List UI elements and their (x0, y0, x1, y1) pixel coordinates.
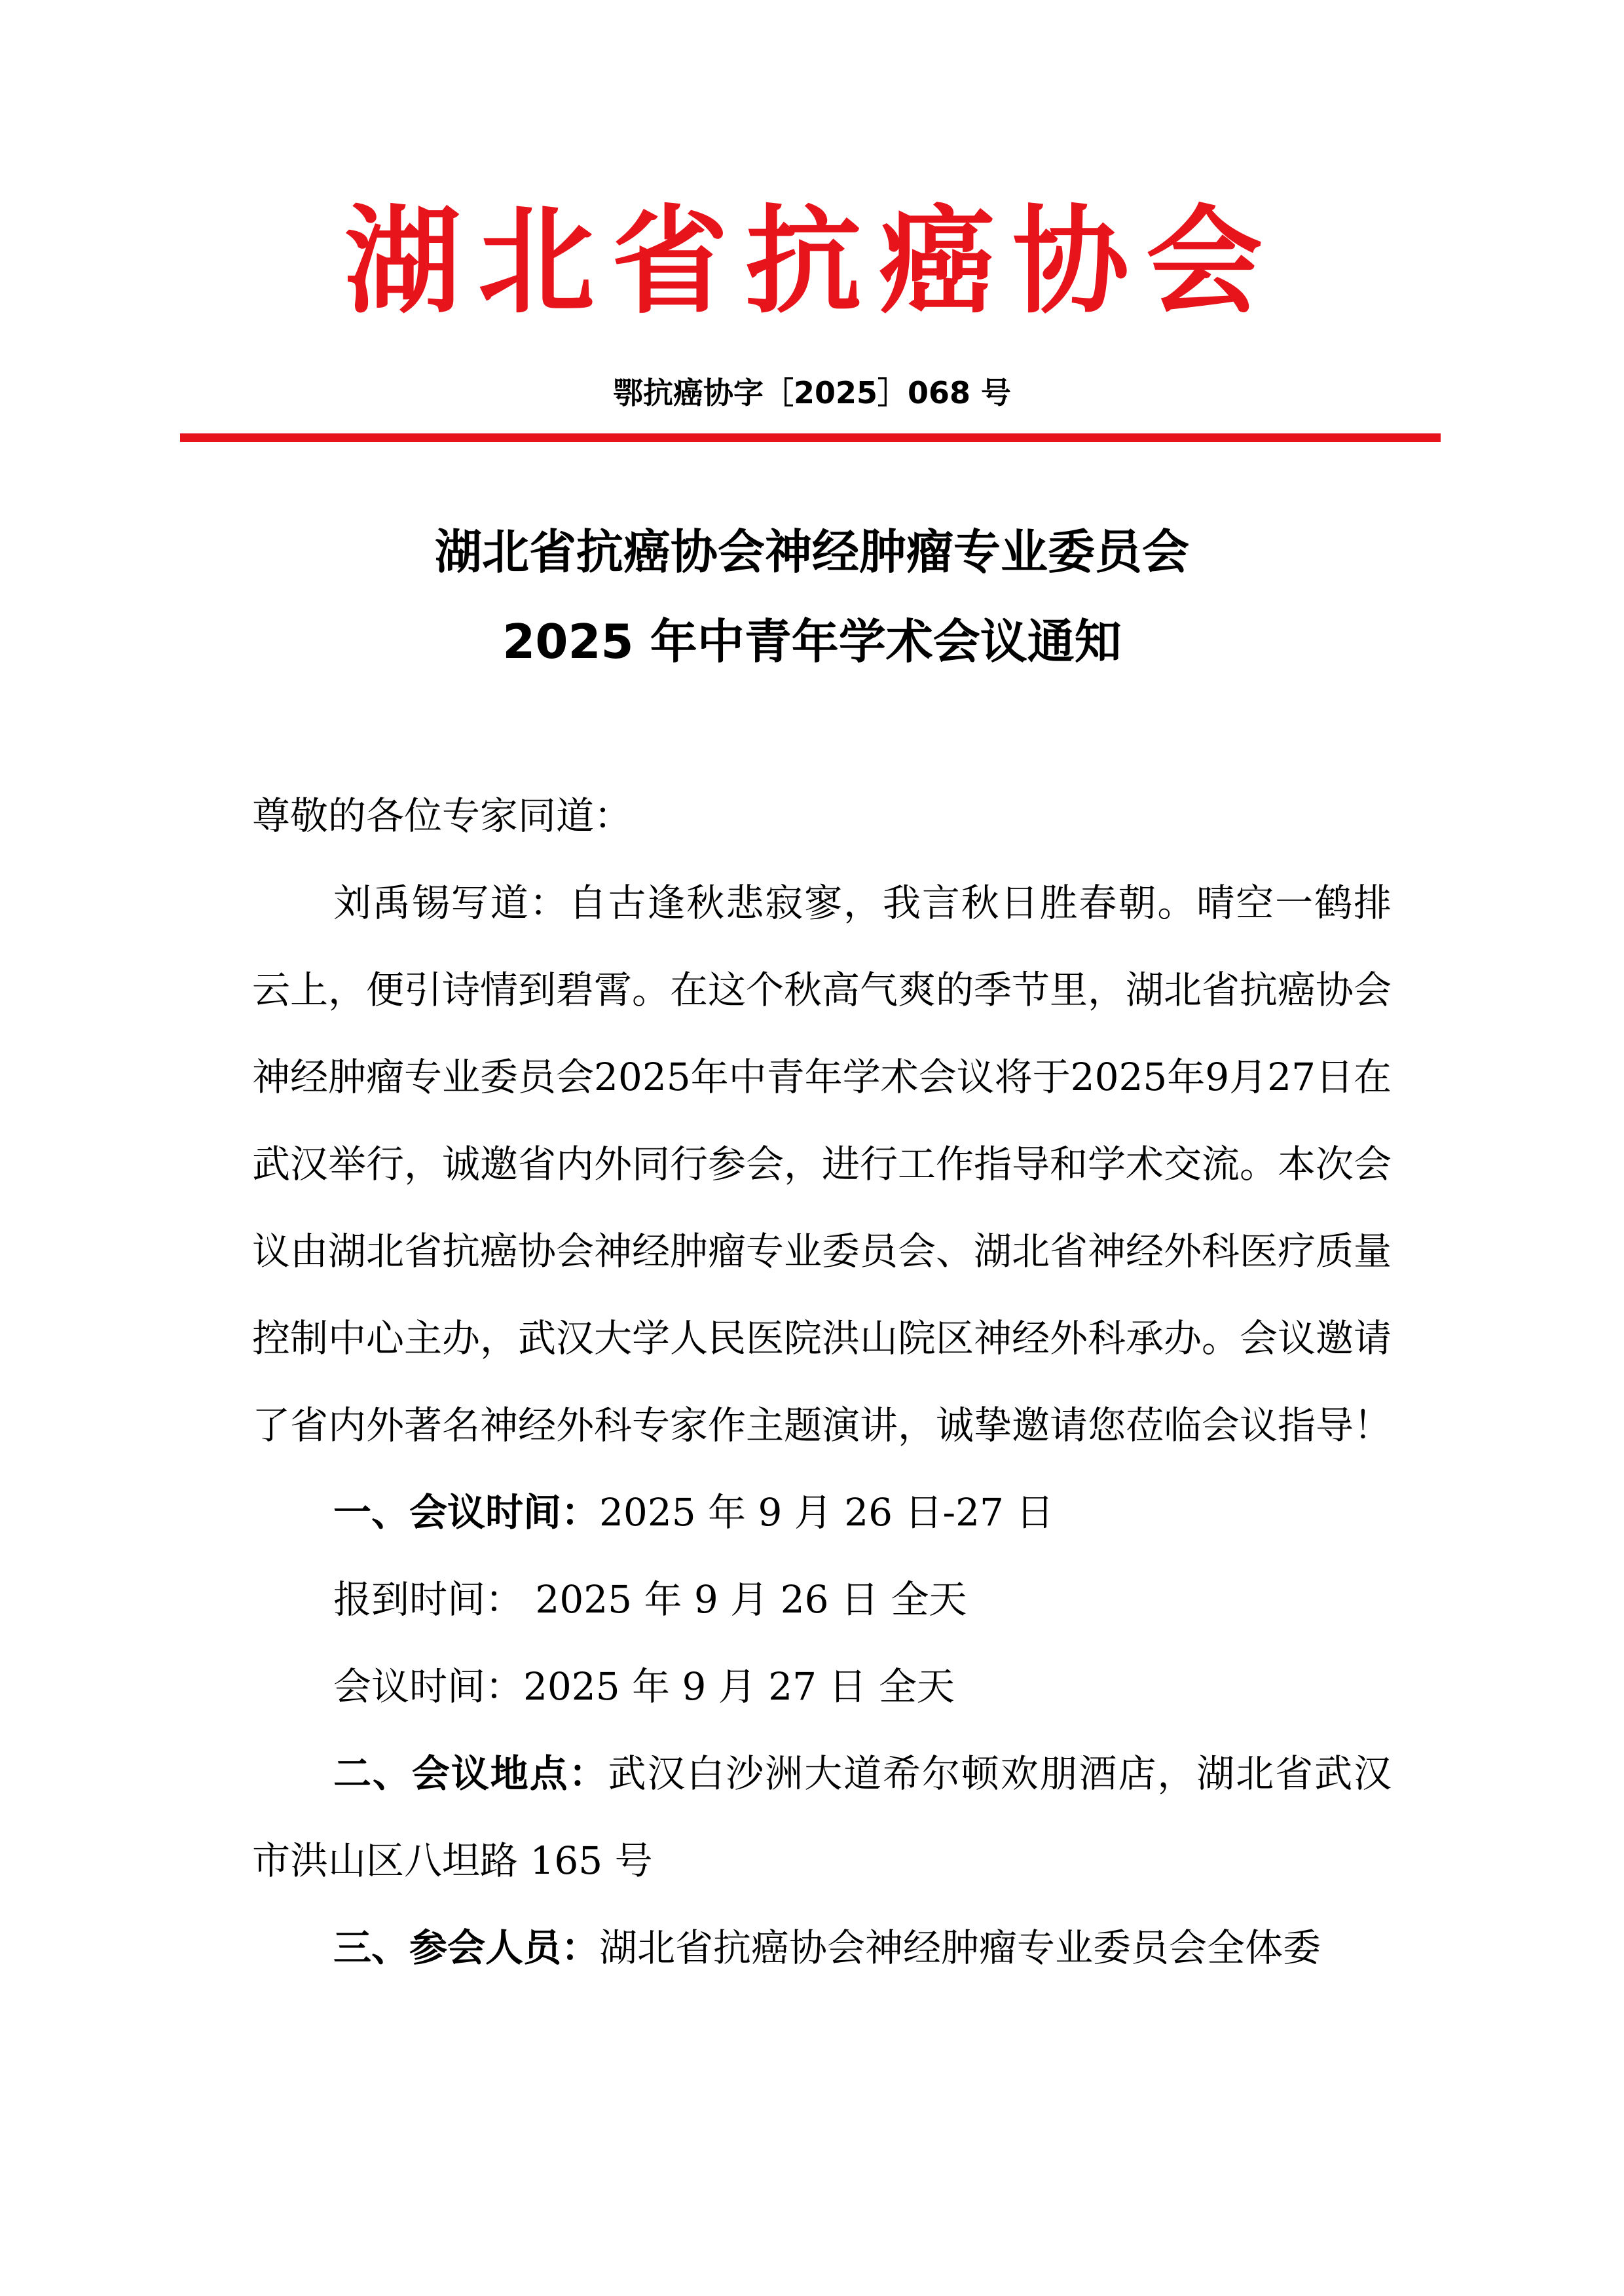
header-divider (180, 433, 1441, 442)
organization-title: 湖北省抗癌协会 (344, 194, 1280, 329)
section-label: 二、会议地点： (333, 1751, 608, 1796)
document-number: 鄂抗癌协字［2025］068 号 (612, 375, 1012, 410)
section-venue (252, 1730, 1392, 1904)
checkin-time: 报到时间： 2025 年 9 月 26 日 全天 (333, 1577, 967, 1622)
notice-title-line-2: 2025 年中青年学术会议通知 (502, 614, 1122, 669)
meeting-time-detail: 会议时间：2025 年 9 月 27 日 全天 (333, 1664, 955, 1709)
section-meeting-time (252, 1469, 1392, 1556)
section-label: 三、参会人员： (333, 1925, 600, 1970)
section-value: 湖北省抗癌协会神经肿瘤专业委员会全体委 (599, 1925, 1321, 1970)
section-attendees (252, 1904, 1392, 1992)
section-label: 一、会议时间： (333, 1490, 600, 1535)
notice-title-line-1: 湖北省抗癌协会神经肿瘤专业委员会 (434, 524, 1189, 579)
intro-paragraph: 刘禹锡写道：自古逢秋悲寂寥，我言秋日胜春朝。晴空一鹤排云上，便引诗情到碧霄。在这个秋高气爽的季节里，湖北省抗癌协会神经肿瘤专业委员会2025年中青年学术会议将于2025年9月27日在武汉举行，诚邀省内外同行参会，进行工作指导和学术交流。本次会议由湖北省抗癌协会神经肿瘤专业委员会、湖北省神经外科医疗质量控制中心主办，武汉大学人民医院洪山院区神经外科承办。会议邀请了省内外著名神经外科专家作主题演讲，诚挚邀请您莅临会议指导！ (252, 881, 1392, 1448)
section-value: 2025 年 9 月 26 日-27 日 (599, 1490, 1054, 1535)
section-value: 武汉白沙洲大道希尔顿欢朋酒店，湖北省武汉市洪山区八坦路 165 号 (252, 1751, 1392, 1883)
salutation: 尊敬的各位专家同道： (252, 793, 633, 838)
notice-body (252, 773, 1392, 1992)
